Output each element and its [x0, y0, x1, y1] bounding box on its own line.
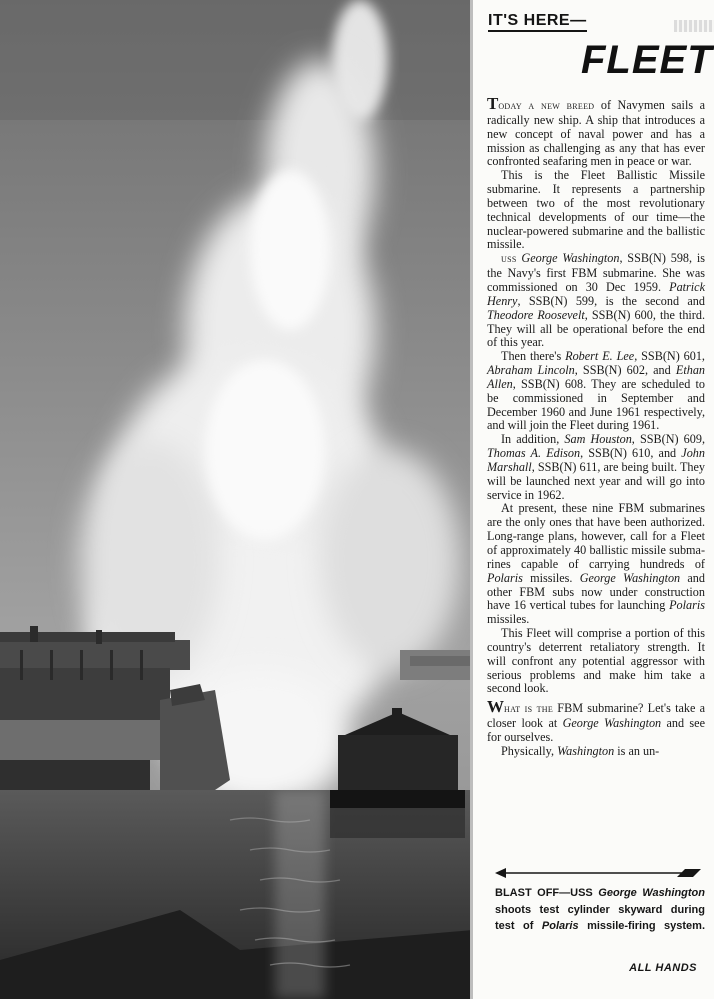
ship-name: George Washington — [598, 887, 705, 899]
paragraph-text: Physically, — [501, 743, 558, 758]
headline: FLEET — [581, 38, 713, 82]
paragraph-5 — [487, 433, 705, 502]
paragraph-text: , SSB(N) 602, and — [574, 363, 676, 378]
paragraph-text: and other FBM subs now under construction have 16 vertical tubes for launching — [487, 570, 705, 613]
missile-name: Polaris — [669, 598, 705, 613]
smallcaps-lead: oday a new breed — [498, 100, 595, 112]
paragraph-text: In addition, — [501, 432, 565, 447]
paragraph-8 — [487, 697, 706, 745]
article-column — [473, 0, 714, 999]
paragraph-4 — [487, 350, 705, 433]
paragraph-3 — [487, 252, 705, 350]
caption-text: missile-firing system. — [578, 920, 706, 932]
paragraph-6 — [487, 502, 705, 627]
missile-name: Polaris — [487, 570, 523, 585]
caption-text: shoots test cylinder skyward during test of — [495, 903, 705, 932]
paragraph-text: , SSB(N) 609, — [631, 432, 706, 447]
paragraph-text: , SSB(N) 611, are being built. They will be launched next year and will go into service in 1962. — [487, 459, 705, 502]
paragraph-7: This Fleet will comprise a portion of this country's deterrent retaliatory strength. It will confront any potential aggressor with serious problems and make him take a second look. — [487, 626, 705, 696]
ship-name: Washington — [557, 743, 615, 758]
paragraph-text: FBM submarine? Let's take a closer look at — [487, 701, 706, 731]
ship-name: Ethan Allen — [487, 363, 706, 391]
missile-name: Polaris — [541, 920, 579, 932]
paragraph-text: is an un- — [614, 743, 660, 758]
paragraph-text: , SSB(N) 600, the third. They will all be operational before the end of this year. — [487, 307, 706, 350]
paragraph-text: missiles. — [487, 612, 530, 627]
kicker-heading: IT'S HERE— — [488, 12, 587, 32]
paragraph-text: , SSB(N) 610, and — [580, 446, 682, 461]
paragraph-text: , SSB(N) 608. They are scheduled to be commissioned in September and December 1960 and June 1961 respectively, and will join the Fleet during 1961. — [487, 376, 705, 433]
paragraph-text: , SSB(N) 601, — [634, 349, 705, 364]
drop-cap: W — [487, 697, 504, 717]
uss-prefix: uss — [501, 253, 517, 266]
ship-name: Theodore Roosevelt — [487, 307, 585, 322]
ship-name: John Marshall — [487, 446, 705, 474]
ship-name: Sam Houston — [564, 432, 632, 447]
left-arrow-icon — [495, 867, 701, 879]
caption-text: BLAST OFF—USS — [495, 887, 599, 899]
paragraph-2: This is the Fleet Ballistic Missile submarine. It represents a partnership between two of the most revolutionary technical developments of our time—the nuclear-powered submarine and the ballistic missile. — [487, 168, 705, 252]
paragraph-text: , SSB(N) 599, is the second and — [517, 293, 705, 308]
smallcaps-lead: hat is the — [504, 703, 554, 716]
paragraph-text: Then there's — [501, 349, 566, 364]
ship-name: Robert E. Lee — [565, 349, 635, 364]
paragraph-text: , SSB(N) 598, is the Navy's first FBM submarine. She was commissioned on 30 Dec 1959. — [487, 251, 706, 294]
paragraph-1 — [487, 94, 705, 169]
ship-name: George Washington — [562, 716, 662, 731]
paragraph-text: At present, these nine FBM submarines are the only ones that have been authorized. Long-range plans, however, call for a Fleet of approximately 40 ballistic missile submarines capable of carrying hundreds of — [487, 501, 705, 571]
magazine-folio: ALL HANDS — [629, 962, 697, 974]
paragraph-text: of Navymen sails a radically new ship. A ship that introduces a new concept of naval power and has a mission as challenging as any that has ever confronted seafaring men in peace or war. — [487, 98, 705, 169]
ship-name: Abraham Lincoln — [487, 363, 575, 378]
ship-name: George Washington — [516, 251, 620, 266]
paragraph-text: missiles. — [522, 570, 580, 585]
ship-name: Thomas A. Edison — [487, 446, 581, 461]
ship-name: George Washington — [579, 570, 681, 585]
photo-caption — [495, 885, 705, 935]
drop-cap: T — [487, 94, 499, 113]
bleed-through-text — [674, 20, 714, 32]
ship-name: Patrick Henry — [487, 279, 705, 308]
article-body — [487, 94, 706, 759]
paragraph-9 — [487, 745, 705, 759]
paragraph-text: and see for ourselves. — [487, 716, 705, 744]
